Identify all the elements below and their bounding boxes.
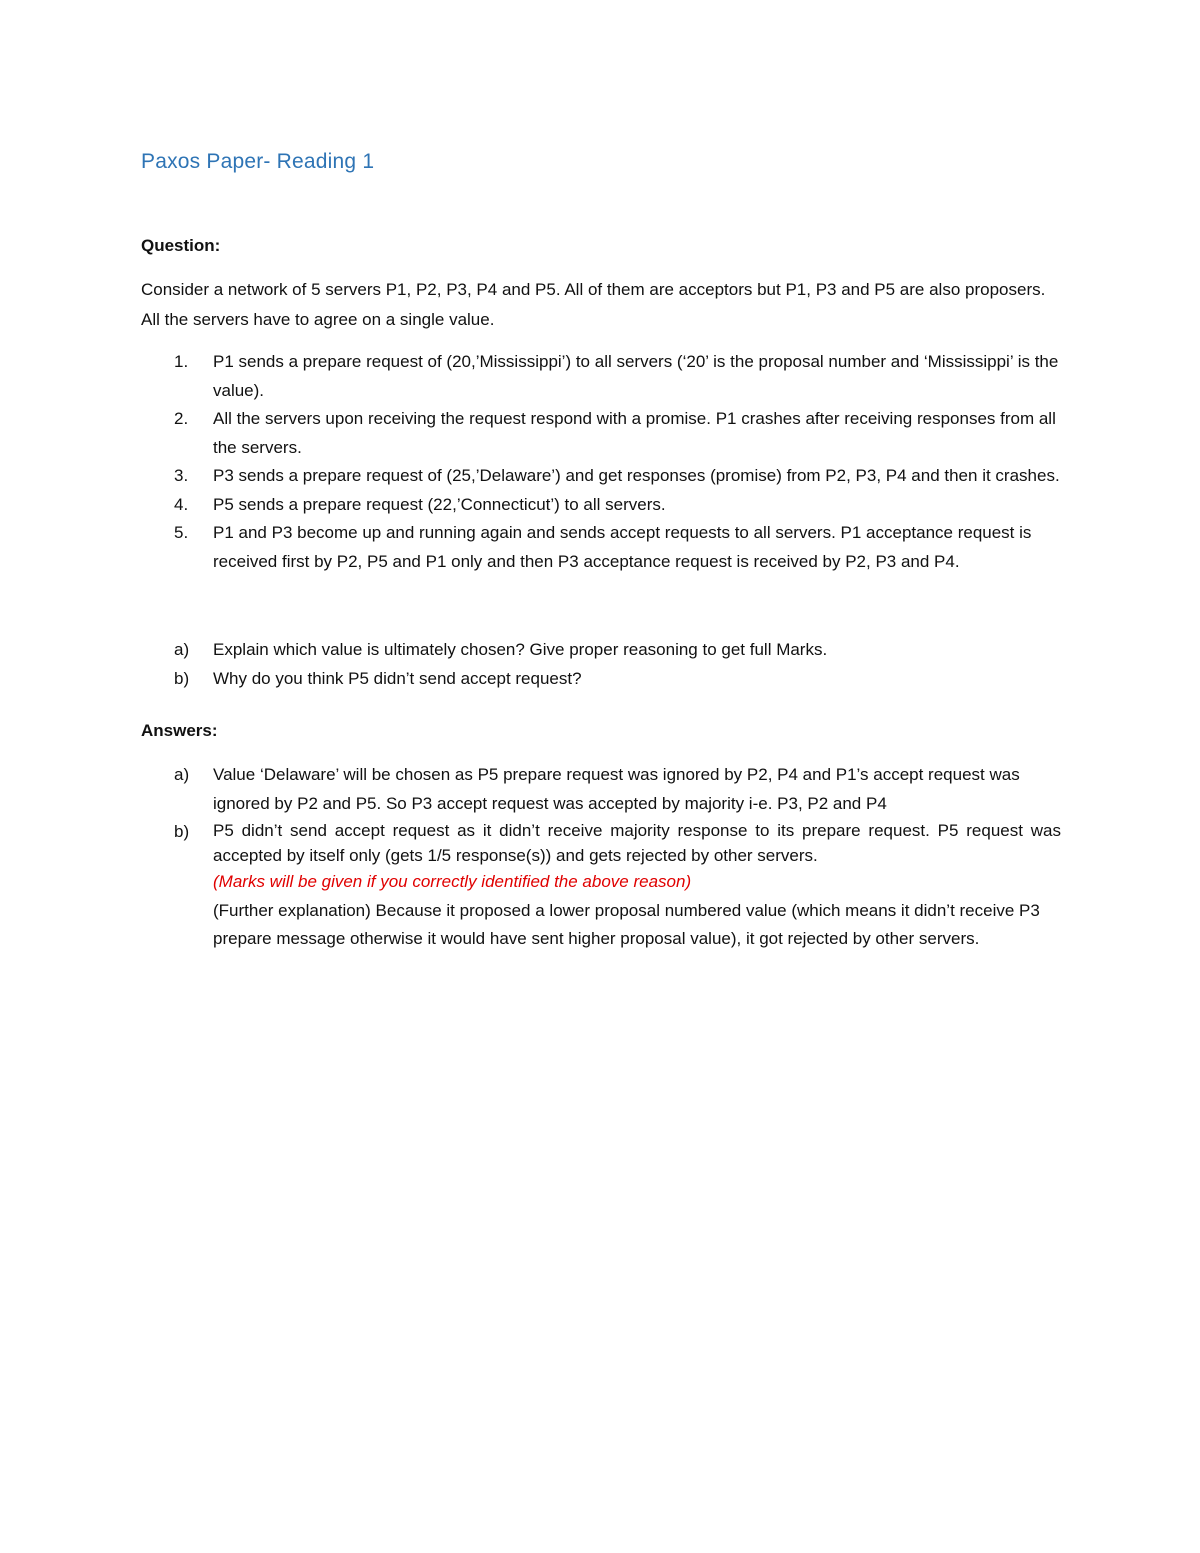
sub-question bbox=[141, 665, 1061, 694]
answer-marker: b) bbox=[174, 822, 190, 841]
sub-question-marker: b) bbox=[174, 668, 190, 688]
step-text: P5 sends a prepare request (22,’Connecticut’) to all servers. bbox=[213, 494, 666, 514]
answers-heading: Answers: bbox=[141, 721, 218, 740]
document-title: Paxos Paper- Reading 1 bbox=[141, 150, 375, 173]
spacer bbox=[141, 258, 1061, 275]
question-intro: Consider a network of 5 servers P1, P2, P3, P4 and P5. All of them are acceptors but P1, P3 and P5 are also proposers. All the servers have to agree on a single value. bbox=[141, 280, 1046, 329]
answer-a-text: Value ‘Delaware’ will be chosen as P5 prepare request was ignored by P2, P4 and P1’s accept request was ignored by P2 and P5. So P3 accept request was accepted by majority i-e. P3, P2 and P4 bbox=[213, 765, 1020, 813]
answer-a bbox=[141, 761, 1061, 818]
sub-question bbox=[141, 636, 1061, 665]
sub-questions bbox=[141, 636, 1061, 693]
step-marker: 3. bbox=[174, 466, 189, 485]
step-marker: 5. bbox=[174, 523, 189, 542]
spacer bbox=[141, 176, 1061, 234]
step-text: P3 sends a prepare request of (25,’Delaware’) and get responses (promise) from P2, P3, P4 and then it crashes. bbox=[213, 466, 1060, 485]
spacer bbox=[141, 693, 1061, 719]
answer-b-text: P5 didn’t send accept request as it didn’t receive majority response to its prepare request. P5 request was accepted by itself only (gets 1/5 response(s)) and gets rejected by other servers. bbox=[213, 821, 1061, 865]
answers-list bbox=[141, 761, 1061, 954]
spacer bbox=[141, 576, 1061, 636]
spacer bbox=[141, 335, 1061, 348]
question-step bbox=[141, 491, 1061, 520]
question-heading: Question: bbox=[141, 236, 221, 255]
answer-marker: a) bbox=[174, 765, 190, 784]
question-steps bbox=[141, 348, 1061, 576]
further-explanation: (Further explanation) Because it proposed a lower proposal numbered value (which means it didn’t receive P3 prepare message otherwise it would have sent higher proposal value), it got rejected by other servers. bbox=[213, 900, 1040, 948]
sub-question-text: Why do you think P5 didn’t send accept request? bbox=[213, 668, 582, 688]
question-step bbox=[141, 519, 1061, 576]
answer-b bbox=[141, 818, 1061, 954]
question-step bbox=[141, 405, 1061, 462]
step-text: P1 and P3 become up and running again and sends accept requests to all servers. P1 acceptance request is received first by P2, P5 and P1 only and then P3 acceptance request is received by P2, P3 and P4. bbox=[213, 523, 1032, 571]
sub-question-text: Explain which value is ultimately chosen? Give proper reasoning to get full Marks. bbox=[213, 640, 828, 659]
step-text: P1 sends a prepare request of (20,’Mississippi’) to all servers (‘20’ is the proposal number and ‘Mississippi’ is the value). bbox=[213, 352, 1059, 400]
document-content bbox=[141, 148, 1061, 954]
marks-note: (Marks will be given if you correctly identified the above reason) bbox=[213, 872, 692, 891]
step-text: All the servers upon receiving the request respond with a promise. P1 crashes after receiving responses from all the servers. bbox=[213, 409, 1056, 457]
sub-question-marker: a) bbox=[174, 640, 190, 659]
question-step bbox=[141, 348, 1061, 405]
question-step bbox=[141, 462, 1061, 491]
step-marker: 4. bbox=[174, 494, 189, 514]
spacer bbox=[141, 743, 1061, 761]
step-marker: 1. bbox=[174, 352, 189, 371]
step-marker: 2. bbox=[174, 409, 189, 428]
